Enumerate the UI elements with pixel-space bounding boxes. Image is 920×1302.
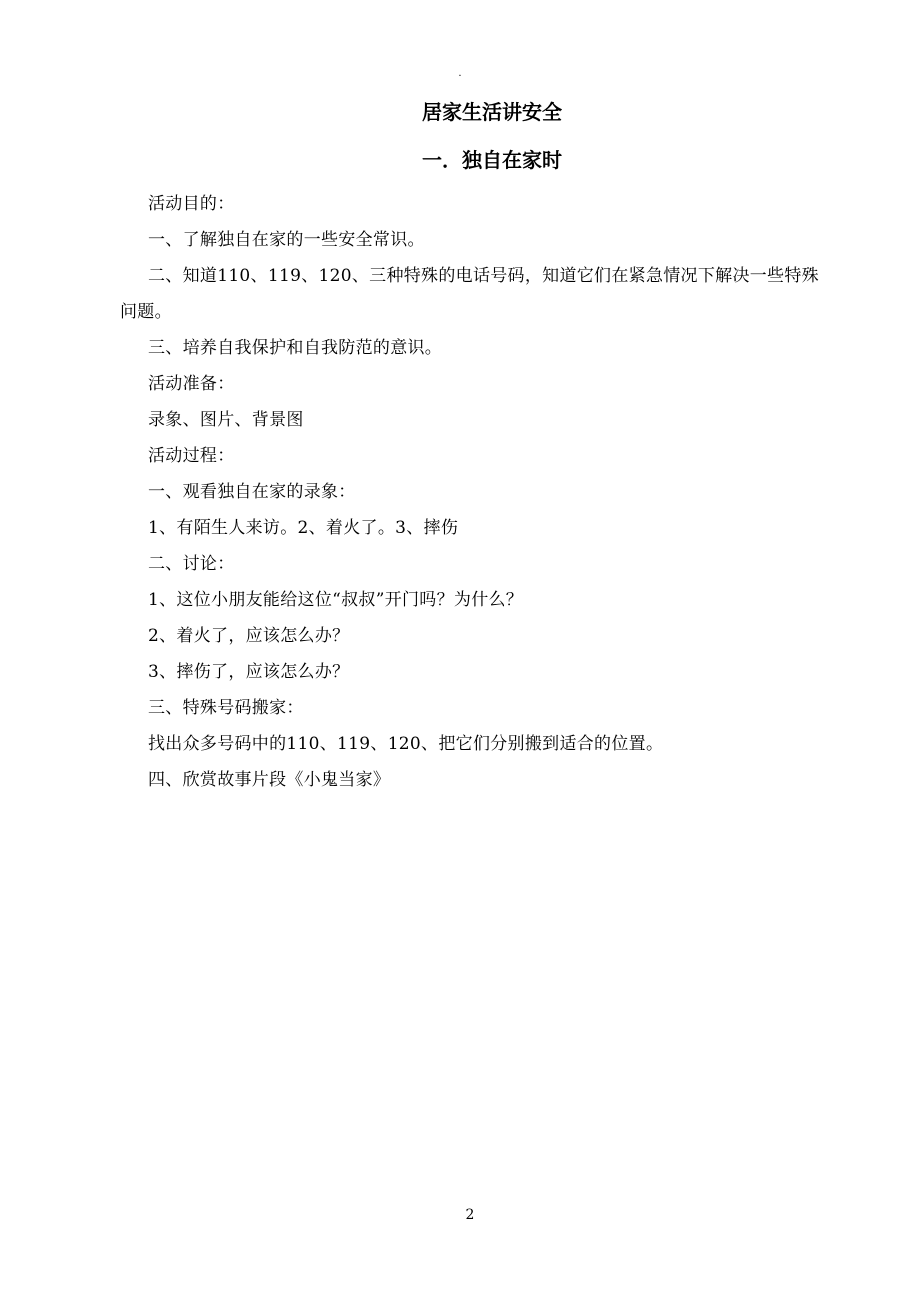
paragraph-process-step-2: 二、讨论： <box>148 554 235 574</box>
paragraph-process-step-4: 四、欣赏故事片段《小鬼当家》 <box>148 770 391 790</box>
paragraph-question-1: 1、这位小朋友能给这位“叔叔”开门吗？为什么？ <box>148 590 524 610</box>
paragraph-preparation-heading: 活动准备： <box>148 374 235 394</box>
paragraph-process-heading: 活动过程： <box>148 446 235 466</box>
paragraph-question-2: 2、着火了，应该怎么办？ <box>148 626 350 646</box>
paragraph-process-step-1: 一、观看独自在家的录象： <box>148 482 356 502</box>
page-number: 2 <box>465 1207 475 1223</box>
section-heading: 一．独自在家时 <box>422 148 562 172</box>
document-body <box>120 186 832 798</box>
paragraph-process-step-3: 三、特殊号码搬家： <box>148 698 304 718</box>
document-title: 居家生活讲安全 <box>422 100 562 124</box>
paragraph-scenarios: 1、有陌生人来访。2、着火了。3、摔伤 <box>148 518 459 538</box>
paragraph-goal-1: 一、了解独自在家的一些安全常识。 <box>148 230 425 250</box>
paragraph-activity-goals-heading: 活动目的： <box>148 194 235 214</box>
paragraph-goal-2: 二、知道110、119、120、三种特殊的电话号码，知道它们在紧急情况下解决一些特殊问题。 <box>120 266 819 322</box>
paragraph-question-3: 3、摔伤了，应该怎么办？ <box>148 662 350 682</box>
paragraph-preparation-items: 录象、图片、背景图 <box>148 410 304 430</box>
header-mark: . <box>458 68 462 79</box>
paragraph-number-task: 找出众多号码中的110、119、120、把它们分别搬到适合的位置。 <box>148 734 664 754</box>
paragraph-goal-3: 三、培养自我保护和自我防范的意识。 <box>148 338 443 358</box>
